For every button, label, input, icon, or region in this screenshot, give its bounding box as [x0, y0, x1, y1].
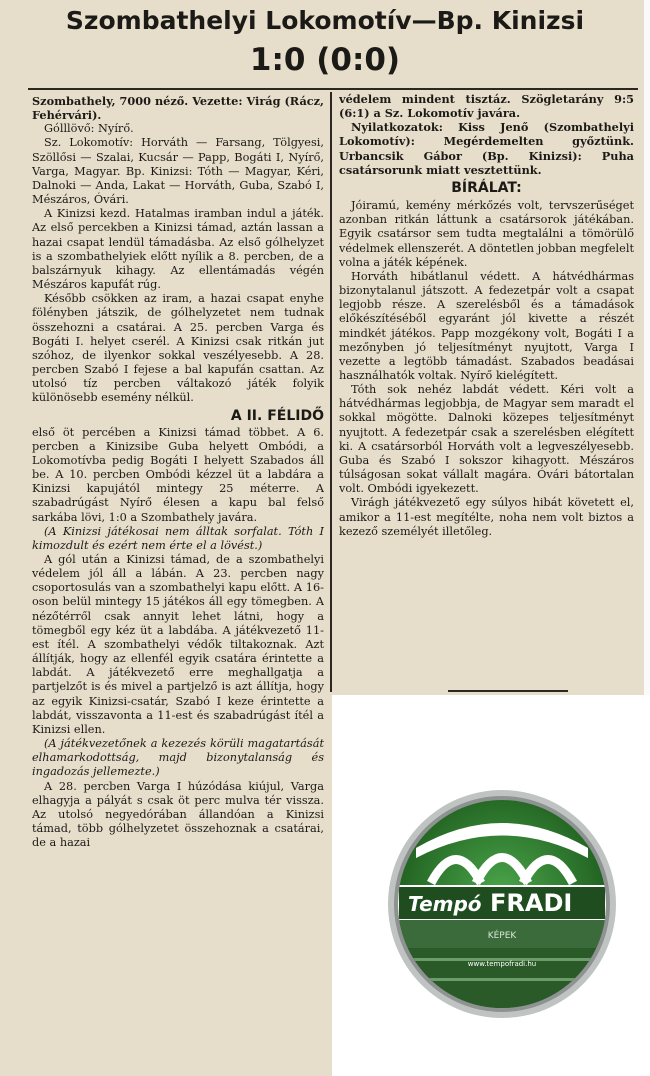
left-paragraph: Később csökken az iram, a hazai csapat enyhe fölényben játszik, de gólhelyzetet nem tudnak összehozni a csatárai. A 25. percben Varga és Bogáti I. helyet cserél. A Kinizsi csak ritkán jut szóhoz, de ilyenkor sokkal veszélyesebb. A 28. percben Szabó I fejese a bal kapufán csattan. Az utolsó tíz percben váltakozó játék folyik különösebb esemény nélkül. — [32, 292, 324, 405]
article-headline — [0, 0, 650, 88]
headline-score: 1:0 (0:0) — [249, 42, 401, 78]
right-paragraph: Tóth sok nehéz labdát védett. Kéri volt a hátvédhármas legjobbja, de Magyar sem maradt el sokkal mögötte. Dalnoki közepes teljesítményt nyujtott. A fedezetpár csak a szerelésben elégített ki. A csatársorból Horváth volt a legveszélyesebb. Guba és Szabó I sokszor kihagyott. Mészáros túlságosan sokat vállalt magára. Óvári bátortalan volt. Ombódi igyekezett. — [339, 383, 634, 496]
left-paragraph: A Kinizsi kezd. Hatalmas iramban indul a játék. Az első percekben a Kinizsi támad, aztán lassan a hazai csapat lendül támadásba. Az első gólhelyzet is a szombathelyiek előtt nyílik a 8. percben, de a balszárnyuk kihagy. Az ellentámadás végén Mészáros kapufát rúg. — [32, 207, 324, 292]
right-paragraph: Virágh játékvezető egy súlyos hibát követett el, amikor a 11-est megítélte, noha nem volt biztos a kezező személyét illetőleg. — [339, 496, 634, 538]
column-divider — [330, 92, 332, 692]
article-right-column — [339, 92, 634, 692]
right-paragraph: Jóiramú, kemény mérkőzés volt, tervszerűséget azonban ritkán láttunk a csatársorok játékában. Egyik csatársor sem tudta megtalálni a tömörülő védelmek ellenszerét. A döntetlen jobban megfelelt volna a játék képének. — [339, 199, 634, 269]
left-paragraph: Gólllövő: Nyírő. — [44, 122, 134, 136]
left-paragraph: első öt percében a Kinizsi támad többet. A 6. percben a Kinizsibe Guba helyett Ombódi, a Lokomotívba pedig Bogáti I helyett Szabados áll be. A 10. percben Ombódi kézzel üt a labdára a Kinizsi kapujától mintegy 25 méterre. A szabadrúgást Nyírő élesen a kapu bal felső sarkába lövi, 1:0 a Szombathely javára. — [32, 425, 324, 524]
left-paragraph: A II. FÉLIDŐ — [230, 408, 324, 425]
logo-brand-left: Tempó — [408, 892, 482, 916]
left-paragraph: A 28. percben Varga I húzódása kiújul, Varga elhagyja a pályát s csak öt perc mulva tér vissza. Az utolsó negyedórában állandóan a Kinizsi támad, több gólhelyzetet összehoznak a csatárai, de a hazai — [32, 779, 324, 850]
left-paragraph: Sz. Lokomotív: Horváth — Farsang, Tölgyesi, Szöllősi — Szalai, Kucsár — Papp, Bogáti I, Nyírő, Varga, Magyar. Bp. Kinizsi: Tóth — Magyar, Kéri, Dalnoki — Anda, Lakat — Horváth, Guba, Szabó I, Mészáros, Óvári. — [32, 136, 324, 207]
right-paragraph: BÍRÁLAT: — [451, 179, 522, 196]
logo-brand-right: FRADI — [490, 889, 573, 917]
page-edge — [644, 0, 650, 695]
left-paragraph: (A Kinizsi játékosai nem álltak sorfalat. Tóth I kimozdult és ezért nem érte el a lövést.) — [32, 524, 324, 552]
tempo-fradi-logo — [386, 788, 618, 1020]
logo-band-text: KÉPEK — [487, 931, 517, 941]
right-paragraph: Horváth hibátlanul védett. A hátvédhármas bizonytalanul játszott. A fedezetpár volt a csapat legjobb része. A szerelésből és a támadások előkészítéséből egyaránt jól kivette a részét mindkét játékos. Papp mozgékony volt, Bogáti I a mezőnyben jó teljesítményt nyujtott, Varga I vezette a legtöbb támadást. Szabados beadásai használhatók voltak. Nyírő kielégített. — [339, 269, 634, 382]
right-paragraph: védelem mindent tisztáz. Szögletarány 9:5 (6:1) a Sz. Lokomotív javára. — [339, 92, 634, 121]
left-paragraph: (A játékvezetőnek a kezezés körüli magatartását elhamarkodottság, majd bizonytalanság és ingadozás jellemezte.) — [32, 737, 324, 779]
left-paragraph: Szombathely, 7000 néző. Vezette: Virág (Rácz, Fehérvári). — [32, 94, 324, 123]
logo-url: www.tempofradi.hu — [467, 960, 537, 968]
right-paragraph: Nyilatkozatok: Kiss Jenő (Szombathelyi Lokomotív): Megérdemelten győztünk. Urbancsik Gábor (Bp. Kinizsi): Puha csatársorunk miatt vesztettünk. — [339, 120, 634, 177]
article-left-column — [32, 94, 324, 1074]
headline-teams: Szombathelyi Lokomotív—Bp. Kinizsi — [65, 6, 585, 35]
headline-rule — [28, 88, 638, 90]
left-paragraph: A gól után a Kinizsi támad, de a szombathelyi védelem jól áll a lábán. A 23. percben nagy csoportosulás van a szombathelyi kapu előtt. A 16-oson belül mintegy 15 játékos áll egy tömegben. A nézőtérről csak annyit lehet látni, hogy a tömegből egy kéz üt a labdába. A játékvezető 11-est ítél. A szombathelyi védők tiltakoznak. Azt állítják, hogy az ellenfél egyik csatára érintette a labdát. A játékvezető erre meghallgatja a partjelzőt is és mivel a partjelző is azt állítja, hogy az egyik Kinizsi-csatár, Szabó I keze érintette a labdát, visszavonta a 11-est és szabadrúgást ítél a Kinizsi ellen. — [32, 553, 324, 736]
